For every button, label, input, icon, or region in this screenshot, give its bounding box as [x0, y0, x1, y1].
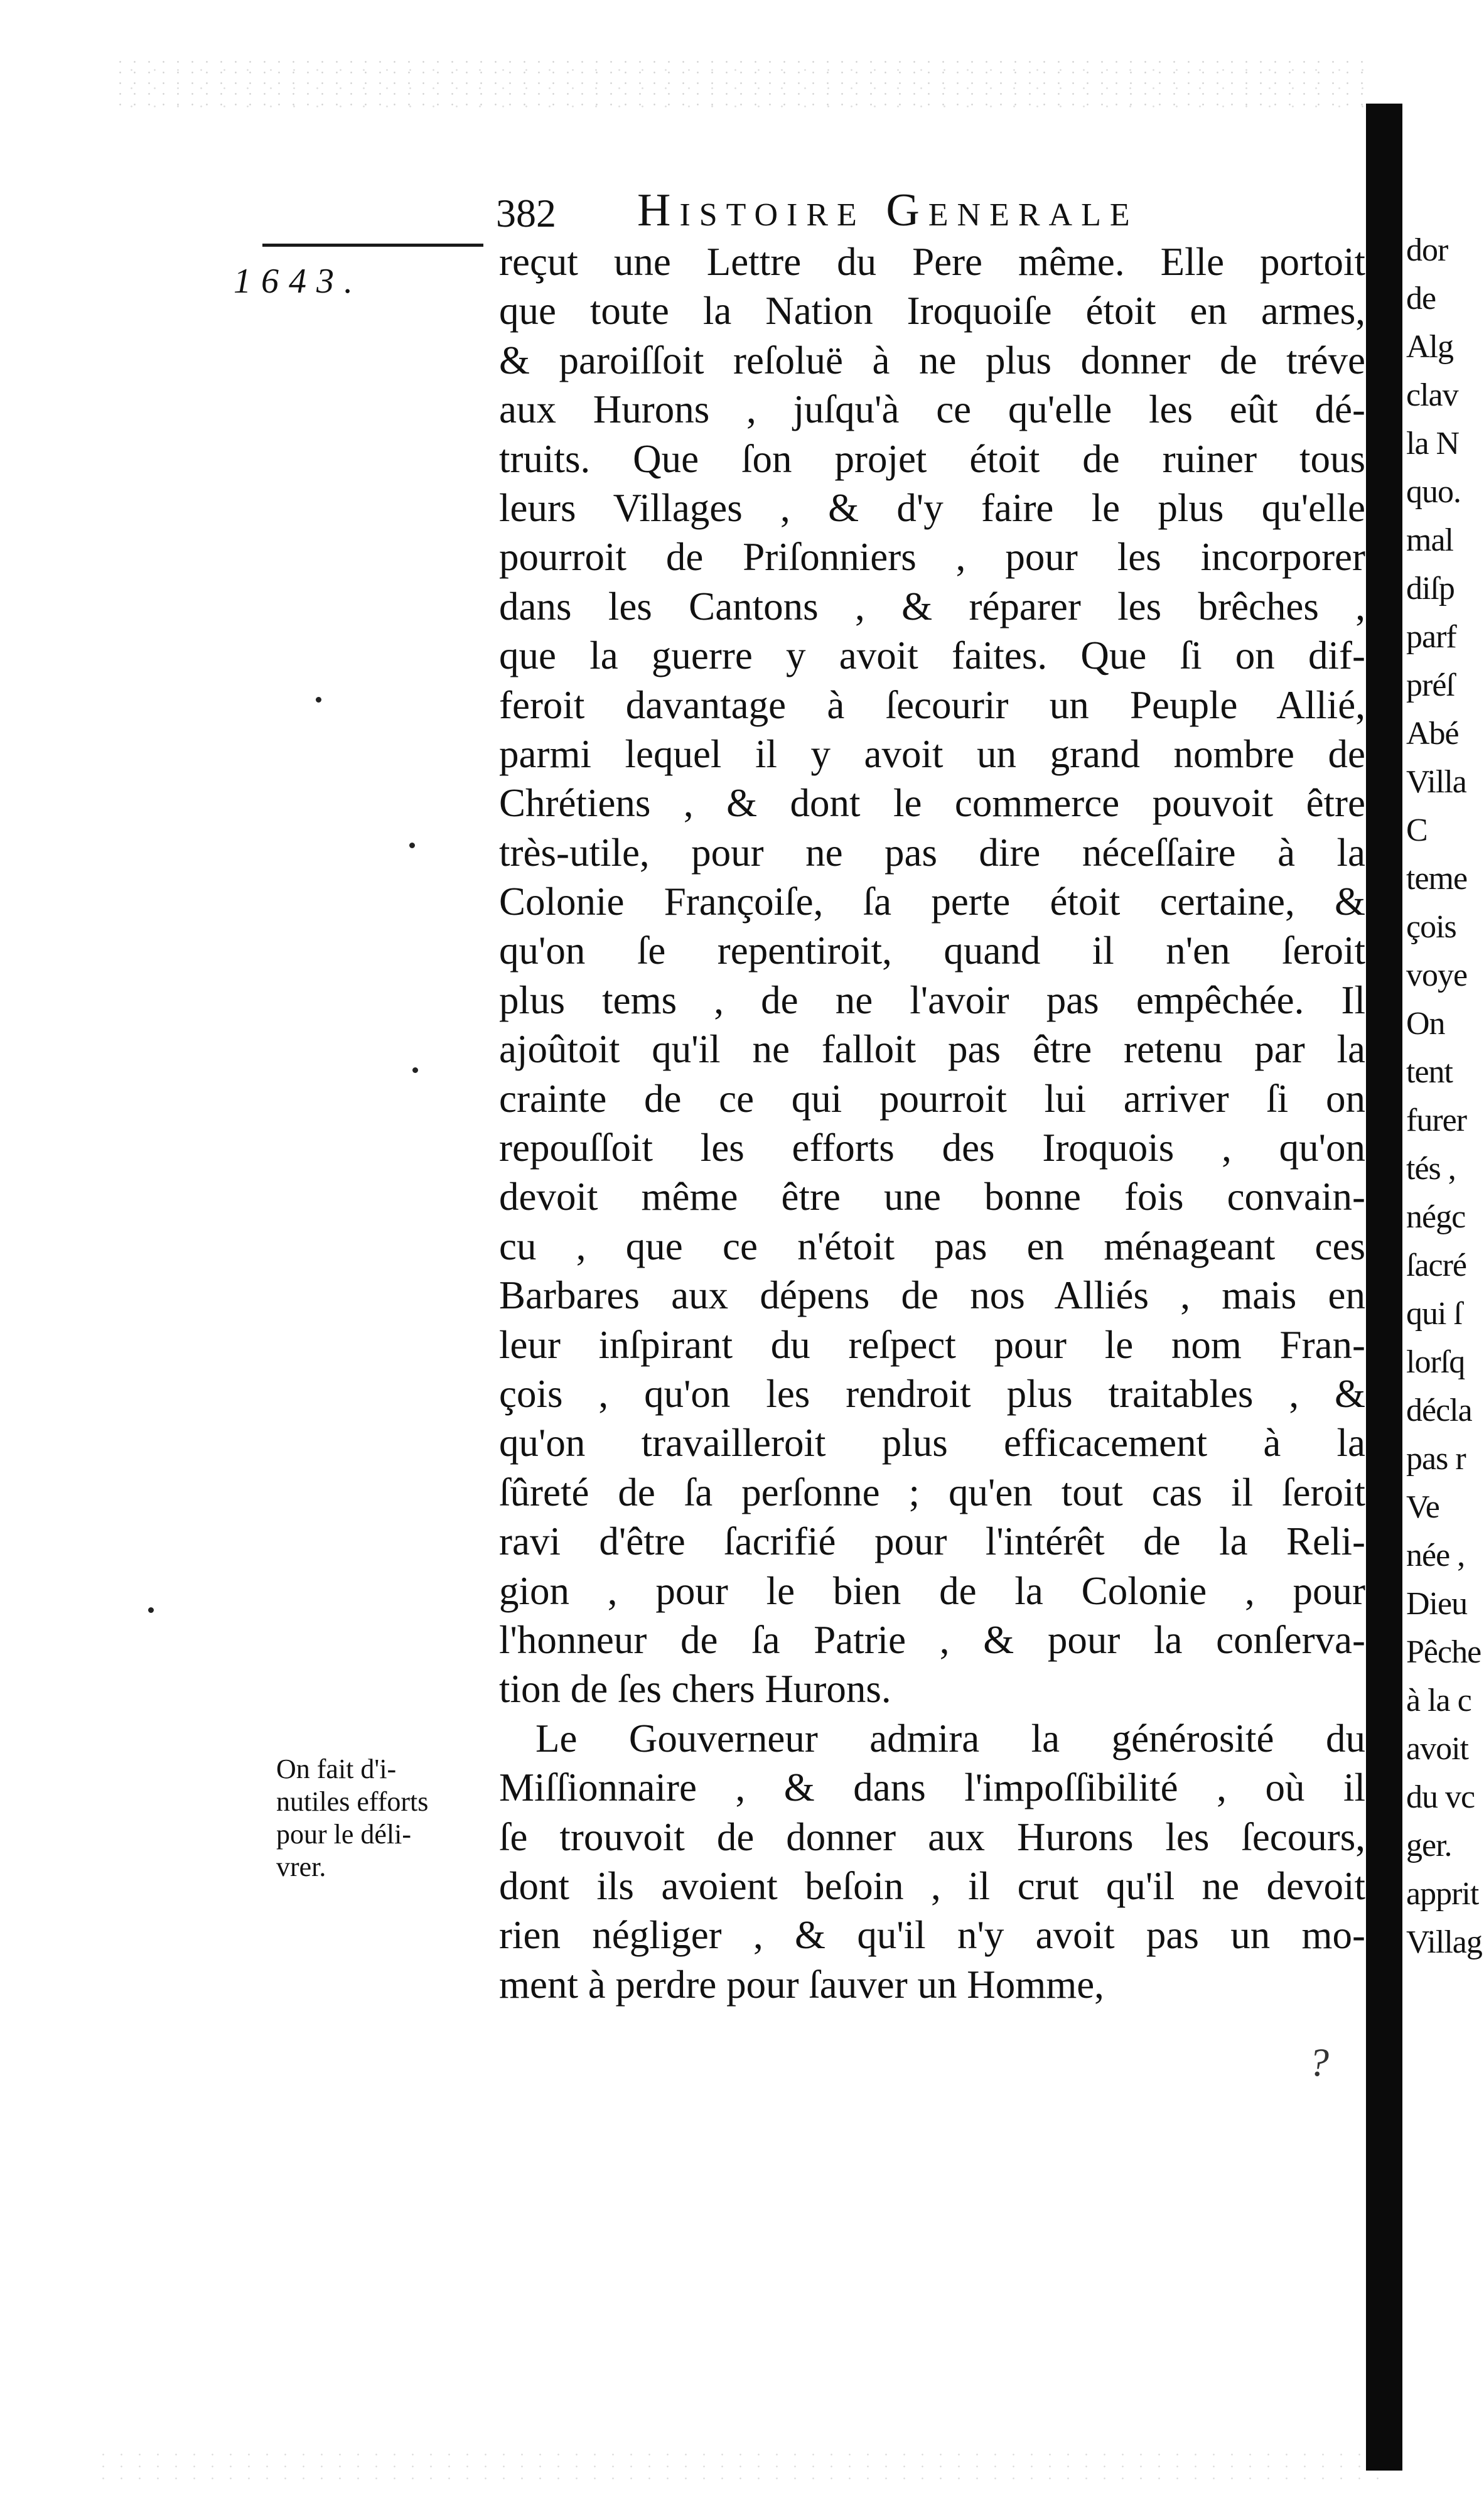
text-line: plus tems , de ne l'avoir pas empêchée. Il [499, 978, 1365, 1022]
scan-noise-bottom [94, 2449, 1381, 2486]
text-line: repouſſoit les efforts des Iroquois , qu'on [499, 1126, 1365, 1170]
facing-page-line: ſacré [1406, 1248, 1467, 1283]
facing-page-line: décla [1406, 1393, 1472, 1428]
text-line: Colonie Françoiſe, ſa perte étoit certaine, & [499, 880, 1365, 924]
text-line: dans les Cantons , & réparer les brêches , [499, 584, 1365, 628]
text-line: leurs Villages , & d'y faire le plus qu'elle [499, 485, 1365, 530]
text-line: Le Gouverneur admira la générosité du [535, 1716, 1365, 1760]
facing-page-line: tent [1406, 1054, 1453, 1090]
text-line: & paroiſſoit reſoluë à ne plus donner de tréve [499, 338, 1365, 382]
text-line: devoit même être une bonne fois convain- [499, 1175, 1365, 1219]
facing-page-line: çois [1406, 909, 1456, 945]
text-line: que la guerre y avoit faites. Que ſi on dif- [499, 633, 1365, 678]
facing-page-line: clav [1406, 377, 1458, 413]
facing-page-line: pas r [1406, 1441, 1466, 1477]
facing-page-line: Ve [1406, 1489, 1439, 1525]
margin-note-line: vrer. [276, 1852, 326, 1882]
facing-page-line: Villag [1406, 1924, 1482, 1960]
running-head [496, 182, 1375, 239]
facing-page-line: teme [1406, 861, 1468, 897]
text-line: ment à perdre pour ſauver un Homme, [499, 1962, 1104, 2007]
page-number: 382 [496, 191, 556, 235]
margin-note-line: pour le déli- [276, 1819, 412, 1850]
stray-mark: ? [1309, 2040, 1329, 2084]
facing-page-fragment [1406, 226, 1484, 2097]
text-line: dont ils avoient beſoin , il crut qu'il ne devoit [499, 1863, 1365, 1908]
facing-page-line: à la c [1406, 1683, 1471, 1718]
facing-page-line: lorſq [1406, 1344, 1465, 1380]
text-line: l'honneur de ſa Patrie , & pour la conſerva- [499, 1617, 1365, 1662]
facing-page-line: négc [1406, 1199, 1466, 1235]
margin-note-line: On fait d'i- [276, 1754, 397, 1784]
main-text-block [499, 237, 1365, 2009]
text-line: ſe trouvoit de donner aux Hurons les ſecours, [499, 1814, 1365, 1859]
facing-page-line: C [1406, 812, 1428, 848]
text-line: reçut une Lettre du Pere même. Elle portoit [499, 240, 1365, 284]
facing-page-line: ger. [1406, 1828, 1452, 1863]
text-line: truits. Que ſon projet étoit de ruiner tous [499, 436, 1365, 481]
facing-page-line: Alg [1406, 329, 1453, 365]
gutter-shadow-bar [1366, 104, 1402, 2471]
facing-page-line: qui ſ [1406, 1296, 1462, 1332]
text-line: cu , que ce n'étoit pas en ménageant ces [499, 1224, 1365, 1268]
scan-speck [148, 1607, 154, 1613]
facing-page-line: Villa [1406, 764, 1466, 800]
text-line: Chrétiens , & dont le commerce pouvoit être [499, 781, 1365, 826]
text-line: ravi d'être ſacrifié pour l'intérêt de la Reli- [499, 1519, 1365, 1564]
text-line: ſûreté de ſa perſonne ; qu'en tout cas il ſeroit [499, 1470, 1365, 1514]
facing-page-line: née , [1406, 1538, 1465, 1573]
facing-page-line: apprit [1406, 1876, 1479, 1912]
text-line: çois , qu'on les rendroit plus traitables , & [499, 1371, 1365, 1416]
facing-page-line: tés , [1406, 1151, 1456, 1187]
text-line: Barbares aux dépens de nos Alliés , mais en [499, 1273, 1365, 1318]
facing-page-line: On [1406, 1006, 1445, 1042]
facing-page-line: diſp [1406, 571, 1454, 606]
scan-noise-top [113, 57, 1368, 113]
text-line: leur inſpirant du reſpect pour le nom Fran- [499, 1322, 1365, 1367]
text-line: qu'on travailleroit plus efficacement à la [499, 1421, 1365, 1465]
year-marginal: 1643. [234, 262, 363, 301]
scan-speck [316, 697, 321, 703]
facing-page-line: mal [1406, 522, 1453, 558]
facing-page-line: la N [1406, 426, 1460, 461]
scan-speck [409, 843, 415, 848]
facing-page-line: dor [1406, 232, 1448, 268]
text-line: Miſſionnaire , & dans l'impoſſibilité , où il [499, 1765, 1365, 1810]
year-rule [262, 244, 483, 247]
facing-page-line: Dieu [1406, 1586, 1468, 1622]
text-line: très-utile, pour ne pas dire néceſſaire à la [499, 830, 1365, 875]
facing-page-line: furer [1406, 1102, 1467, 1138]
facing-page-line: parf [1406, 619, 1456, 655]
text-line: feroit davantage à ſecourir un Peuple Allié, [499, 682, 1365, 727]
text-line: qu'on ſe repentiroit, quand il n'en ſeroit [499, 929, 1365, 973]
text-line: crainte de ce qui pourroit lui arriver ſi on [499, 1076, 1365, 1121]
facing-page-line: Pêche [1406, 1634, 1481, 1670]
facing-page-line: préſ [1406, 667, 1454, 703]
margin-note [276, 1753, 496, 1884]
facing-page-line: voye [1406, 957, 1468, 993]
facing-page-line: avoit [1406, 1731, 1468, 1767]
margin-note-line: nutiles efforts [276, 1786, 429, 1817]
facing-page-line: de [1406, 281, 1436, 316]
facing-page-line: quo. [1406, 474, 1461, 510]
facing-page-line: Abé [1406, 716, 1459, 752]
facing-page-line: du vc [1406, 1779, 1475, 1815]
text-line: rien négliger , & qu'il n'y avoit pas un mo- [499, 1913, 1365, 1958]
text-line: ajoûtoit qu'il ne falloit pas être retenu par la [499, 1027, 1365, 1072]
text-line: que toute la Nation Iroquoiſe étoit en armes, [499, 289, 1365, 333]
text-line: parmi lequel il y avoit un grand nombre de [499, 731, 1365, 776]
scan-speck [412, 1067, 418, 1073]
text-line: aux Hurons , juſqu'à ce qu'elle les eût dé- [499, 387, 1365, 432]
running-title: Histoire Generale [637, 185, 1139, 236]
text-line: pourroit de Priſonniers , pour les incorporer [499, 535, 1365, 579]
text-line: tion de ſes chers Hurons. [499, 1667, 891, 1712]
text-line: gion , pour le bien de la Colonie , pour [499, 1568, 1365, 1613]
